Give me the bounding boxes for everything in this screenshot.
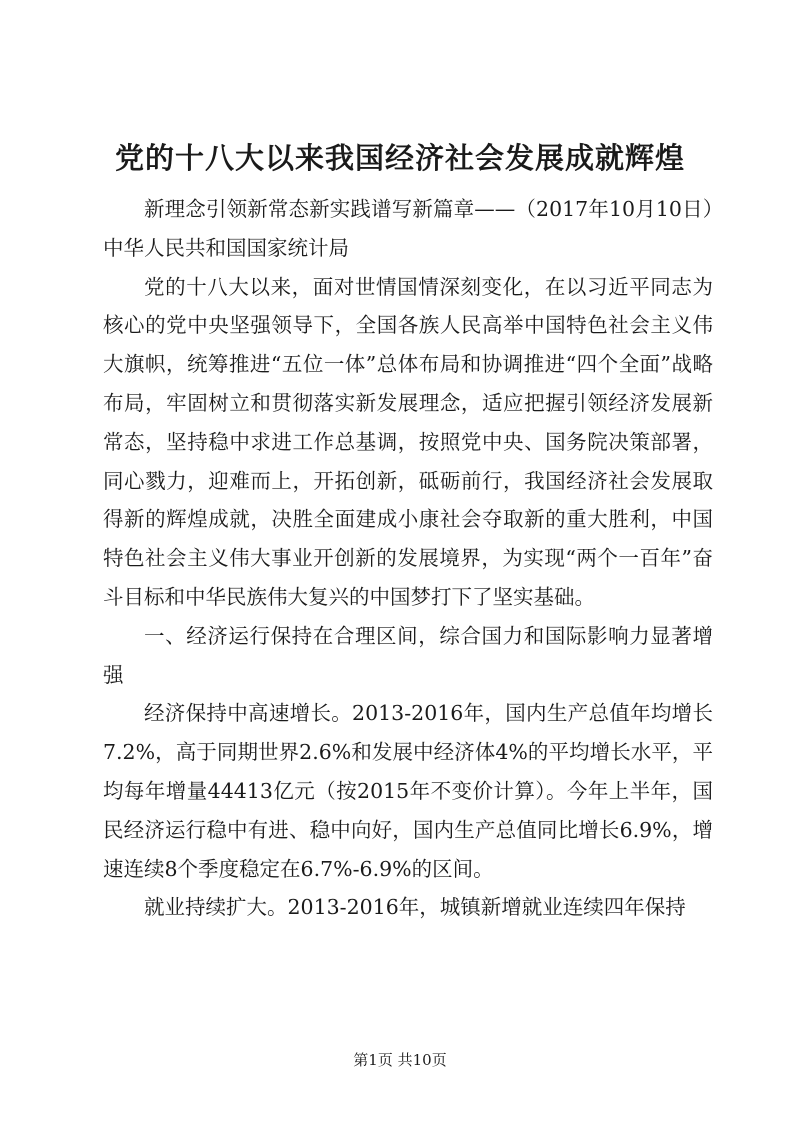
document-body — [103, 190, 713, 927]
page-number-footer: 第1页 共10页 — [353, 1051, 447, 1069]
body-paragraph: 党的十八大以来，面对世情国情深刻变化，在以习近平同志为核心的党中央坚强领导下，全国各族人民高举中国特色社会主义伟大旗帜，统筹推进“五位一体”总体布局和协调推进“四个全面”战略布局，牢固树立和贯彻落实新发展理念，适应把握引领经济发展新常态，坚持稳中求进工作总基调，按照党中央、国务院决策部署，同心戮力，迎难而上，开拓创新，砥砺前行，我国经济社会发展取得新的辉煌成就，决胜全面建成小康社会夺取新的重大胜利，中国特色社会主义伟大事业开创新的发展境界，为实现“两个一百年”奋斗目标和中华民族伟大复兴的中国梦打下了坚实基础。 — [103, 274, 713, 609]
body-paragraph: 经济保持中高速增长。2013-2016年，国内生产总值年均增长7.2%，高于同期世界2.6%和发展中经济体4%的平均增长水平，平均每年增量44413亿元（按2015年不变价计算）。今年上半年，国民经济运行稳中有进、稳中向好，国内生产总值同比增长6.9%，增速连续8个季度稳定在6.7%-6.9%的区间。 — [103, 701, 713, 881]
body-paragraph: 就业持续扩大。2013-2016年，城镇新增就业连续四年保持 — [144, 895, 686, 920]
section-heading: 一、经济运行保持在合理区间，综合国力和国际影响力显著增强 — [103, 623, 713, 687]
subtitle-paragraph: 新理念引领新常态新实践谱写新篇章——（2017年10月10日）中华人民共和国国家统计局 — [103, 197, 713, 260]
document-title: 党的十八大以来我国经济社会发展成就辉煌 — [114, 141, 685, 175]
